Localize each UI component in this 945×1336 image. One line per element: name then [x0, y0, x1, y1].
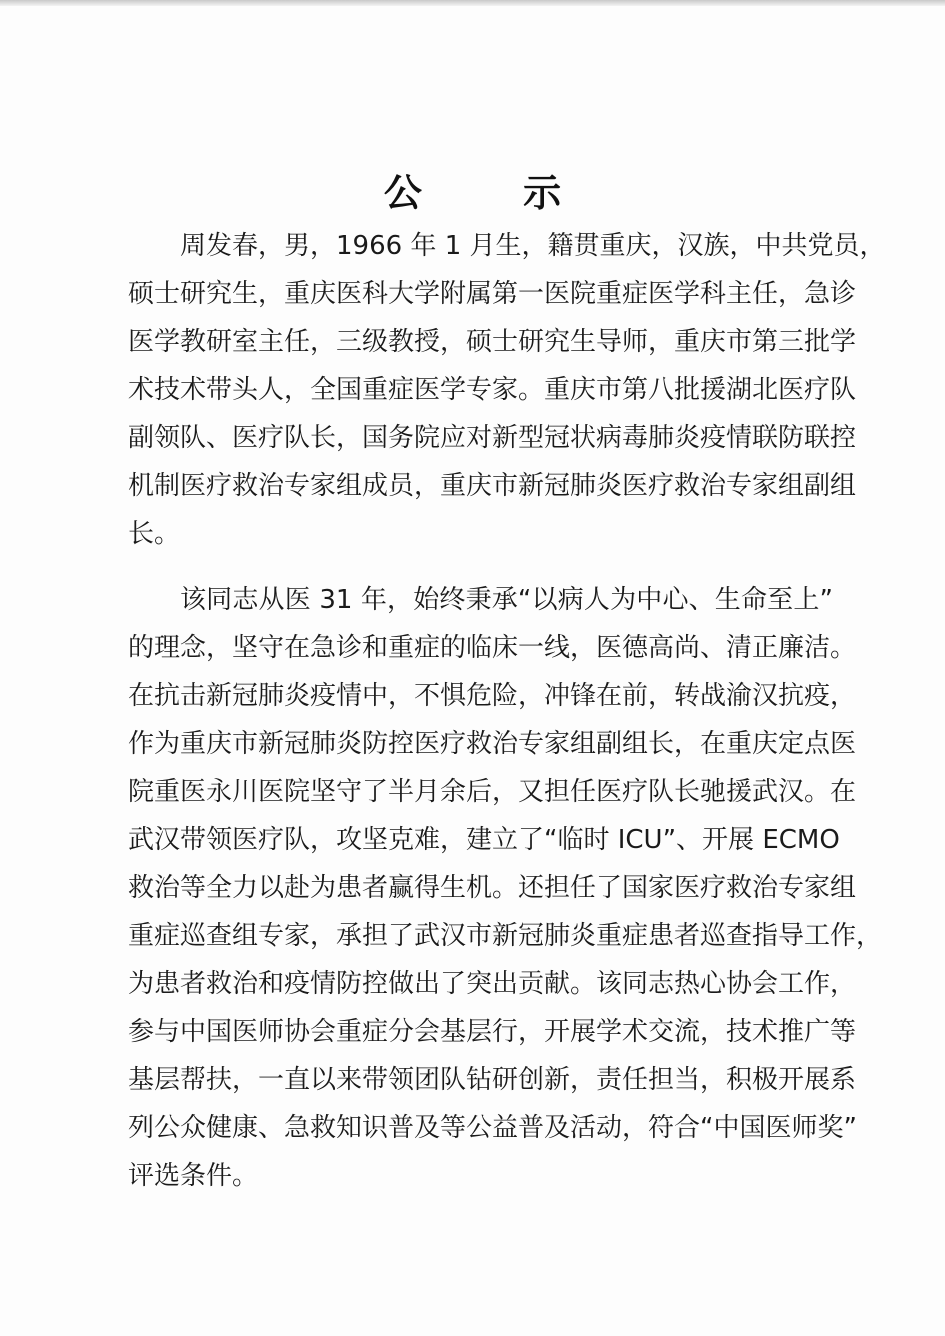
text-line: 该同志从医 31 年，始终秉承“以病人为中心、生命至上” — [180, 585, 833, 615]
text-line: 救治等全力以赴为患者赢得生机。还担任了国家医疗救治专家组 — [128, 873, 857, 903]
text-line: 为患者救治和疫情防控做出了突出贡献。该同志热心协会工作， — [128, 969, 857, 999]
text-line: 参与中国医师协会重症分会基层行，开展学术交流，技术推广等 — [128, 1017, 857, 1047]
text-line: 术技术带头人，全国重症医学专家。重庆市第八批援湖北医疗队 — [128, 375, 857, 405]
document-body — [128, 222, 886, 1200]
scan-edge — [0, 0, 945, 6]
text-line: 武汉带领医疗队，攻坚克难，建立了“临时 ICU”、开展 ECMO — [128, 825, 840, 855]
text-line: 的理念，坚守在急诊和重症的临床一线，医德高尚、清正廉洁。 — [128, 633, 857, 663]
text-line: 基层帮扶，一直以来带领团队钻研创新，责任担当，积极开展系 — [128, 1065, 857, 1095]
paragraph-2 — [128, 576, 883, 1200]
text-line: 副领队、医疗队长，国务院应对新型冠状病毒肺炎疫情联防联控 — [128, 423, 857, 453]
text-line: 周发春，男，1966 年 1 月生，籍贯重庆，汉族，中共党员， — [180, 231, 886, 261]
text-line: 医学教研室主任，三级教授，硕士研究生导师，重庆市第三批学 — [128, 327, 857, 357]
text-line: 长。 — [128, 519, 181, 549]
text-line: 机制医疗救治专家组成员，重庆市新冠肺炎医疗救治专家组副组 — [128, 471, 857, 501]
paragraph-1 — [128, 222, 886, 558]
text-line: 列公众健康、急救知识普及等公益普及活动，符合“中国医师奖” — [128, 1113, 857, 1143]
text-line: 院重医永川医院坚守了半月余后，又担任医疗队长驰援武汉。在 — [128, 777, 857, 807]
text-line: 重症巡查组专家，承担了武汉市新冠肺炎重症患者巡查指导工作， — [128, 921, 883, 951]
paragraph-gap — [128, 558, 833, 576]
text-line: 作为重庆市新冠肺炎防控医疗救治专家组副组长，在重庆定点医 — [128, 729, 857, 759]
text-line: 硕士研究生，重庆医科大学附属第一医院重症医学科主任，急诊 — [128, 279, 857, 309]
text-line: 评选条件。 — [128, 1161, 259, 1191]
page-title: 公 示 — [383, 170, 606, 215]
text-line: 在抗击新冠肺炎疫情中，不惧危险，冲锋在前，转战渝汉抗疫， — [128, 681, 857, 711]
